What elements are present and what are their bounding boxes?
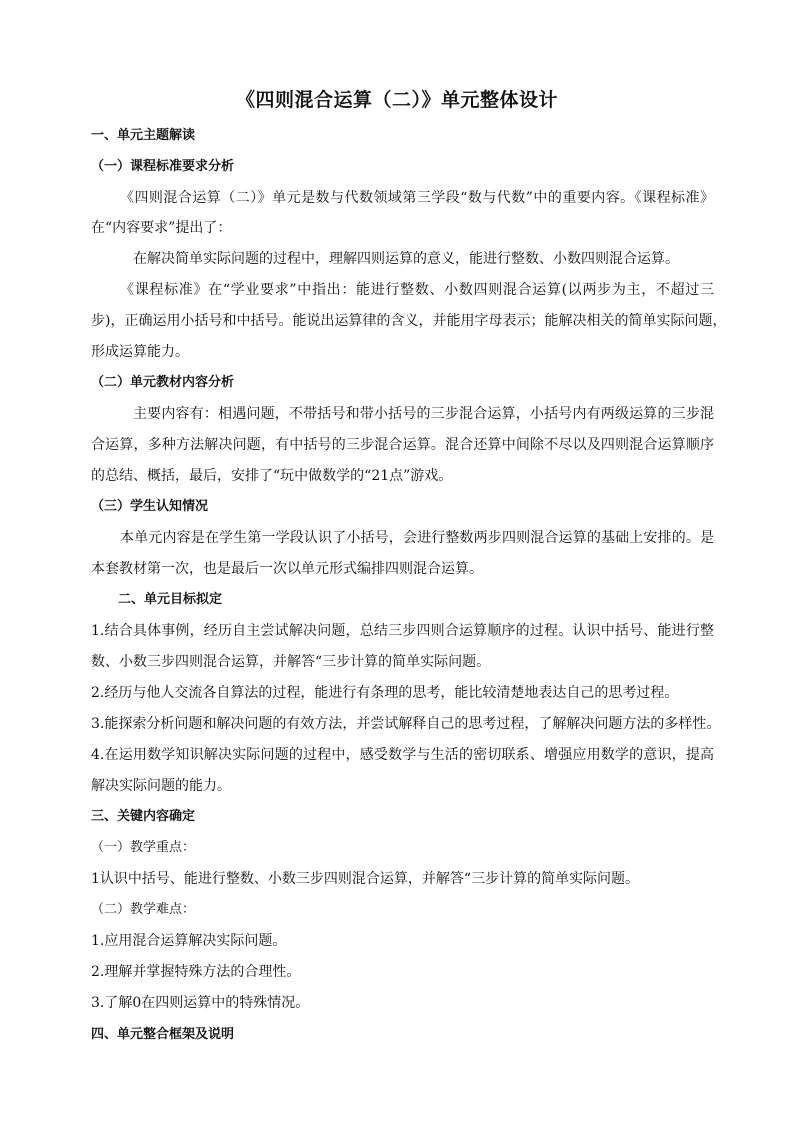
difficulty-item-1: 1.应用混合运算解决实际问题。 <box>91 933 287 949</box>
paragraph-line: 《四则混合运算（二）》单元是数与代数领域第三学段“数与代数”中的重要内容。《课程标准》 <box>120 190 714 206</box>
paragraph-line: 主要内容有：相遇问题，不带括号和带小括号的三步混合运算，小括号内有两级运算的三步混 <box>133 406 714 422</box>
document-title: 《四则混合运算（二）》单元整体设计 <box>235 89 558 111</box>
subsection-heading-1-1: （一）课程标准要求分析 <box>91 159 235 174</box>
section-heading-3: 三、关键内容确定 <box>91 809 196 824</box>
paragraph-line: 本套教材第一次，也是最后一次以单元形式编排四则混合运算。 <box>91 561 483 577</box>
subsection-heading-3-2: （二）教学难点： <box>91 902 196 917</box>
section-heading-2: 二、单元目标拟定 <box>118 592 223 607</box>
goal-item-1-cont: 数、小数三步四则混合运算，并解答“三步计算的简单实际问题。 <box>91 654 491 670</box>
goal-item-1: 1.结合具体事例，经历自主尝试解决问题，总结三步四则合运算顺序的过程。认识中括号、能进行整 <box>91 623 714 639</box>
subsection-heading-1-3: （三）学生认知情况 <box>91 499 209 514</box>
paragraph-line: 的总结、概括，最后，安排了“玩中做数学的“21点”游戏。 <box>91 468 453 484</box>
paragraph-line: 步)，正确运用小括号和中括号。能说出运算律的含义，并能用字母表示；能解决相关的简单实际问题， <box>91 313 727 329</box>
difficulty-item-3: 3.了解0在四则运算中的特殊情况。 <box>91 995 310 1011</box>
section-heading-4: 四、单元整合框架及说明 <box>91 1027 235 1042</box>
paragraph-line: 本单元内容是在学生第一学段认识了小括号，会进行整数两步四则混合运算的基础上安排的。是 <box>120 530 714 546</box>
paragraph-line: 在“内容要求”提出了： <box>91 220 232 236</box>
goal-item-2: 2.经历与他人交流各自算法的过程，能进行有条理的思考，能比较清楚地表达自己的思考过程。 <box>91 685 679 701</box>
goal-item-4: 4.在运用数学知识解决实际问题的过程中，感受数学与生活的密切联系、增强应用数学的意识，提高 <box>91 747 714 763</box>
section-heading-1: 一、单元主题解读 <box>91 128 196 143</box>
goal-item-3: 3.能探索分析问题和解决问题的有效方法，并尝试解释自己的思考过程，了解解决问题方法的多样性。 <box>91 716 721 732</box>
difficulty-item-2: 2.理解并掌握特殊方法的合理性。 <box>91 964 301 980</box>
paragraph-line: 形成运算能力。 <box>91 344 189 360</box>
paragraph-line: 合运算，多种方法解决问题，有中括号的三步混合运算。混合还算中间除不尽以及四则混合运算顺序 <box>91 437 714 453</box>
goal-item-4-cont: 解决实际问题的能力。 <box>91 778 231 794</box>
quoted-requirement: 在解决简单实际问题的过程中，理解四则运算的意义，能进行整数、小数四则混合运算。 <box>133 251 679 267</box>
subsection-heading-3-1: （一）教学重点： <box>91 840 196 855</box>
key-point-item-1: 1认识中括号、能进行整数、小数三步四则混合运算，并解答“三步计算的简单实际问题。 <box>91 871 640 887</box>
subsection-heading-1-2: （二）单元教材内容分析 <box>91 375 235 390</box>
paragraph-line: 《课程标准》在“学业要求”中指出：能进行整数、小数四则混合运算(以两步为主，不超过三 <box>120 282 714 298</box>
